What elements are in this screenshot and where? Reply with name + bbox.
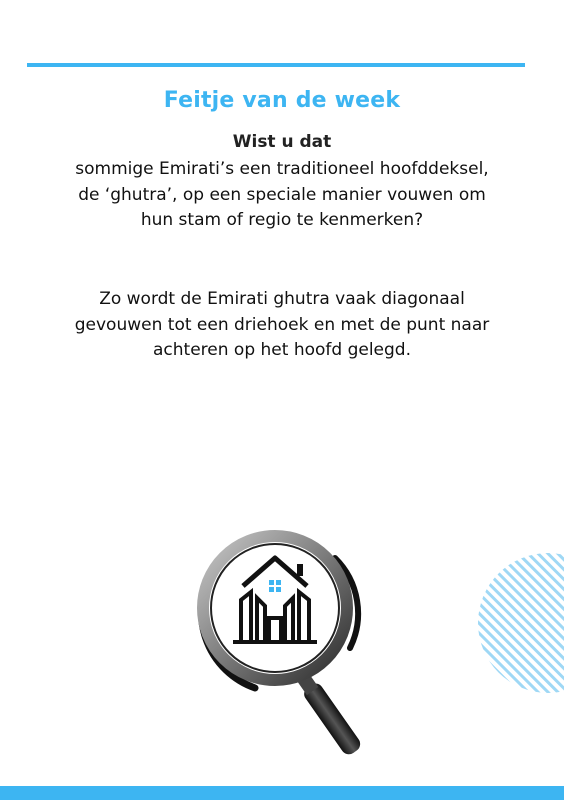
- section-subtitle: Wist u dat: [232, 132, 332, 152]
- striped-circle-decoration: [476, 553, 564, 693]
- bottom-accent-bar: [0, 786, 564, 800]
- top-divider-line: [27, 63, 525, 67]
- magnifier-house-logo-icon: [185, 528, 375, 768]
- fact-paragraph-1: sommige Emirati’s een traditioneel hoofddeksel, de ‘ghutra’, op een speciale manier vouwen om hun stam of regio te kenmerken?: [75, 159, 489, 230]
- fact-paragraph-2: Zo wordt de Emirati ghutra vaak diagonaal gevouwen tot een driehoek en met de punt naar achteren op het hoofd gelegd.: [74, 289, 490, 360]
- page-title: Feitje van de week: [163, 88, 401, 113]
